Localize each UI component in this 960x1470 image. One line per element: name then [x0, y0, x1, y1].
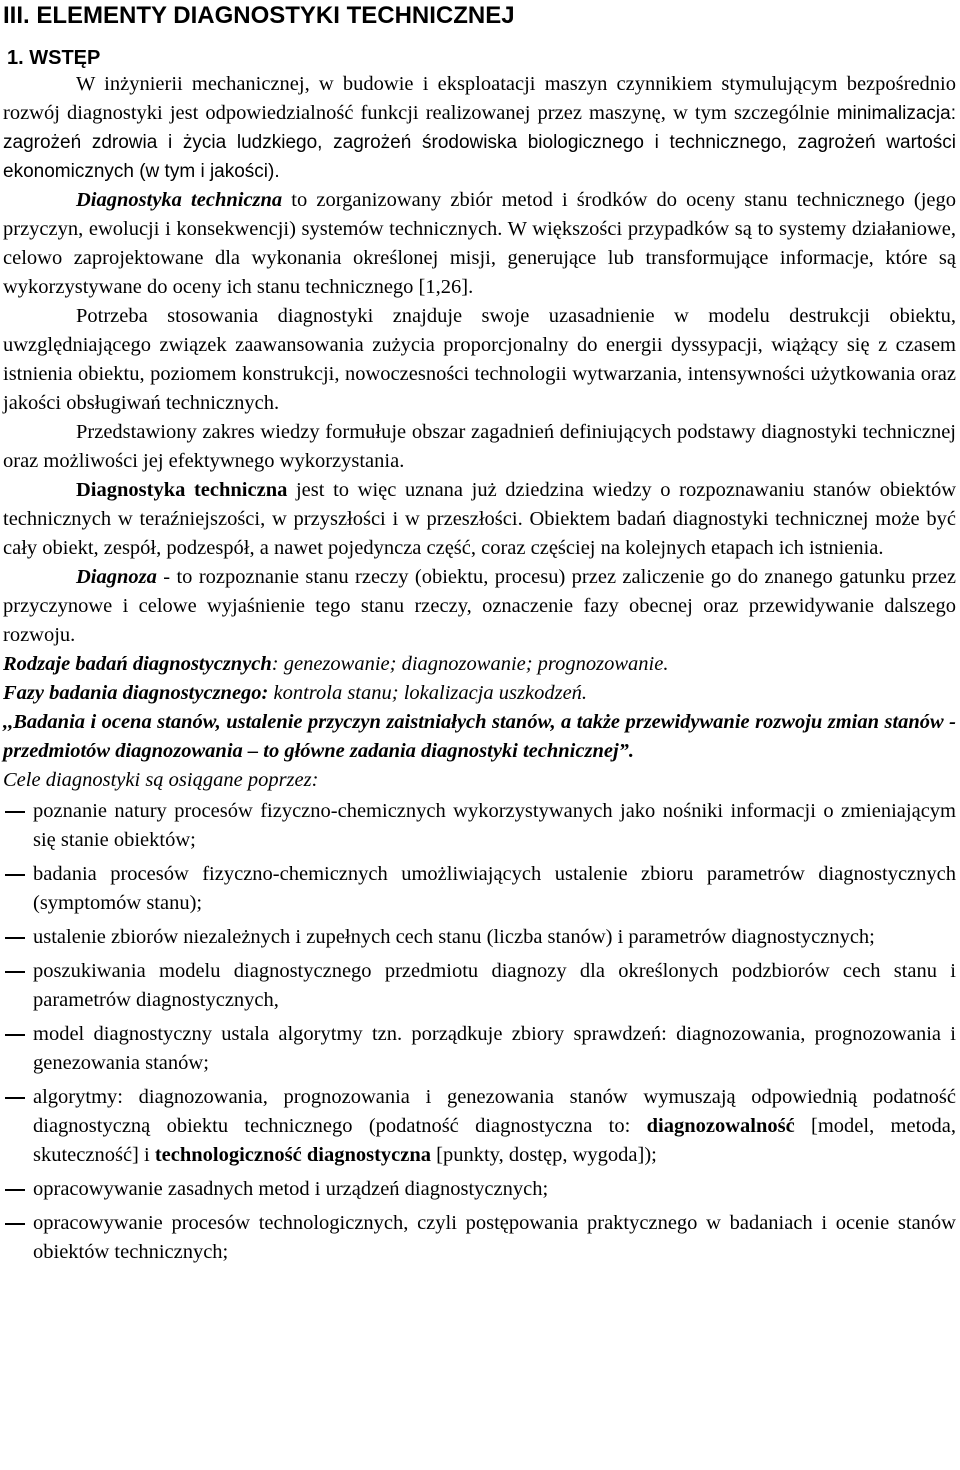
term-diagnostyka: Diagnostyka techniczna — [76, 189, 283, 211]
list-item — [3, 1175, 956, 1204]
fazy-label: Fazy badania diagnostycznego: — [3, 682, 269, 704]
dash-bullet — [5, 937, 25, 939]
rodzaje-text: : genezowanie; diagnozowanie; prognozowanie. — [271, 653, 669, 675]
paragraph-definition-text: to zorganizowany zbiór metod i środków do oceny stanu technicznego (jego przyczyn, ewolucji i konsekwencji) systemów technicznych. W większości przypadków są to systemy działaniowe, celowo zaprojektowane dla wykonania określonej misji, generujące lub transformujące informacje, które są wykorzystywane do oceny ich stanu technicznego [1,26]. — [3, 189, 956, 298]
list-item — [3, 957, 956, 1015]
paragraph-field-text: jest to więc uznana już dziedzina wiedzy o rozpoznawaniu stanów obiektów technicznych w teraźniejszości, w przyszłości i w przeszłości. Obiektem badań diagnostyki technicznej może być cały obiekt, zespół, podzespół, a nawet pojedyncza część, coraz częściej na kolejnych etapach ich istnienia. — [3, 479, 956, 559]
paragraph-intro-text: W inżynierii mechanicznej, w budowie i eksploatacji maszyn czynnikiem stymulującym bezpośrednio rozwój diagnostyki jest odpowiedzialność funkcji realizowanej przez maszynę, w tym szczególnie — [3, 73, 956, 124]
paragraph-diagnoza — [3, 563, 956, 650]
dash-bullet — [5, 1223, 25, 1225]
list-item-text-c: [model, metoda, skuteczność] i — [33, 1115, 957, 1166]
paragraph-definition — [3, 186, 956, 302]
list-item-text: opracowywanie zasadnych metod i urządzeń diagnostycznych; — [33, 1178, 549, 1200]
list-item — [3, 1209, 956, 1267]
dash-bullet — [5, 1034, 25, 1036]
paragraph-need: Potrzeba stosowania diagnostyki znajduje swoje uzasadnienie w modelu destrukcji obiektu, uwzględniającego związek zaawansowania zużycia proporcjonalny do energii dyssypacji, wiążący się z czasem istnienia obiektu, poziomem konstrukcji, nowoczesności technologii wytwarzania, intensywności użytkowania oraz jakości obsługiwań technicznych. — [3, 305, 956, 414]
list-item — [3, 923, 956, 952]
paragraph-scope: Przedstawiony zakres wiedzy formułuje obszar zagadnień definiujących podstawy diagnostyki technicznej oraz możliwości jej efektywnego wykorzystania. — [3, 421, 956, 472]
list-item-text-a: algorytmy: diagnozowania, prognozowania i genezowania stanów wymuszają odpowiednią podatność diagnostyczną obiektu technicznego (podatność diagnostyczna to: — [33, 1086, 956, 1137]
term-diagnoza: Diagnoza — [76, 566, 157, 588]
goals-list — [3, 797, 956, 1267]
paragraph-intro — [3, 70, 956, 186]
fazy-text: kontrola stanu; lokalizacja uszkodzeń. — [268, 682, 588, 704]
dash-bullet — [5, 874, 25, 876]
cele-label: Cele diagnostyki są osiągane poprzez: — [3, 769, 319, 791]
list-item — [3, 1020, 956, 1078]
list-item — [3, 860, 956, 918]
dash-bullet — [5, 1189, 25, 1191]
chapter-title: III. ELEMENTY DIAGNOSTYKI TECHNICZNEJ — [3, 2, 515, 29]
list-item-text: poszukiwania modelu diagnostycznego przedmiotu diagnozy dla określonych podzbiorów cech stanu i parametrów diagnostycznych, — [33, 960, 956, 1011]
dash-bullet — [5, 1097, 25, 1099]
fazy-line — [3, 679, 956, 708]
rodzaje-line — [3, 650, 956, 679]
rodzaje-label: Rodzaje badań diagnostycznych — [3, 653, 272, 675]
section-title: 1. WSTĘP — [7, 47, 101, 69]
paragraph-diagnoza-text: - to rozpoznanie stanu rzeczy (obiektu, procesu) przez zaliczenie go do znanego gatunku przez przyczynowe i celowe wyjaśnienie tego stanu rzeczy, oznaczenie fazy obecnej oraz przewidywanie dalszego rozwoju. — [3, 566, 956, 646]
dash-bullet — [5, 811, 25, 813]
list-item-text: opracowywanie procesów technologicznych, czyli postępowania praktycznego w badaniach i ocenie stanów obiektów technicznych; — [33, 1212, 956, 1263]
list-item — [3, 797, 956, 855]
list-item-text: ustalenie zbiorów niezależnych i zupełnych cech stanu (liczba stanów) i parametrów diagnostycznych; — [33, 926, 875, 948]
dash-bullet — [5, 971, 25, 973]
list-item-text-d: [punkty, dostęp, wygoda]); — [431, 1144, 657, 1166]
term-diagnostyka-2: Diagnostyka techniczna — [76, 479, 288, 501]
quote-main-tasks: ,,Badania i ocena stanów, ustalenie przyczyn zaistniałych stanów, a także przewidywanie rozwoju zmian stanów - przedmiotów diagnozowania – to główne zadania diagnostyki technicznej”. — [3, 711, 956, 762]
term-diagnozowalnosc: diagnozowalność — [646, 1115, 795, 1137]
list-item-text: poznanie natury procesów fizyczno-chemicznych wykorzystywanych jako nośniki informacji o zmieniającym się stanie obiektów; — [33, 800, 956, 851]
paragraph-intro-sans: minimalizacja: zagrożeń zdrowia i życia ludzkiego, zagrożeń środowiska biologicznego i technicznego, zagrożeń wartości ekonomicznych (w tym i jakości). — [3, 103, 956, 182]
list-item-text: model diagnostyczny ustala algorytmy tzn. porządkuje zbiory sprawdzeń: diagnozowania, prognozowania i genezowania stanów; — [33, 1023, 956, 1074]
list-item-text: badania procesów fizyczno-chemicznych umożliwiających ustalenie zbioru parametrów diagnostycznych (symptomów stanu); — [33, 863, 956, 914]
paragraph-field — [3, 476, 956, 563]
term-technologicznosc: technologiczność diagnostyczna — [154, 1144, 431, 1166]
list-item — [3, 1083, 956, 1170]
